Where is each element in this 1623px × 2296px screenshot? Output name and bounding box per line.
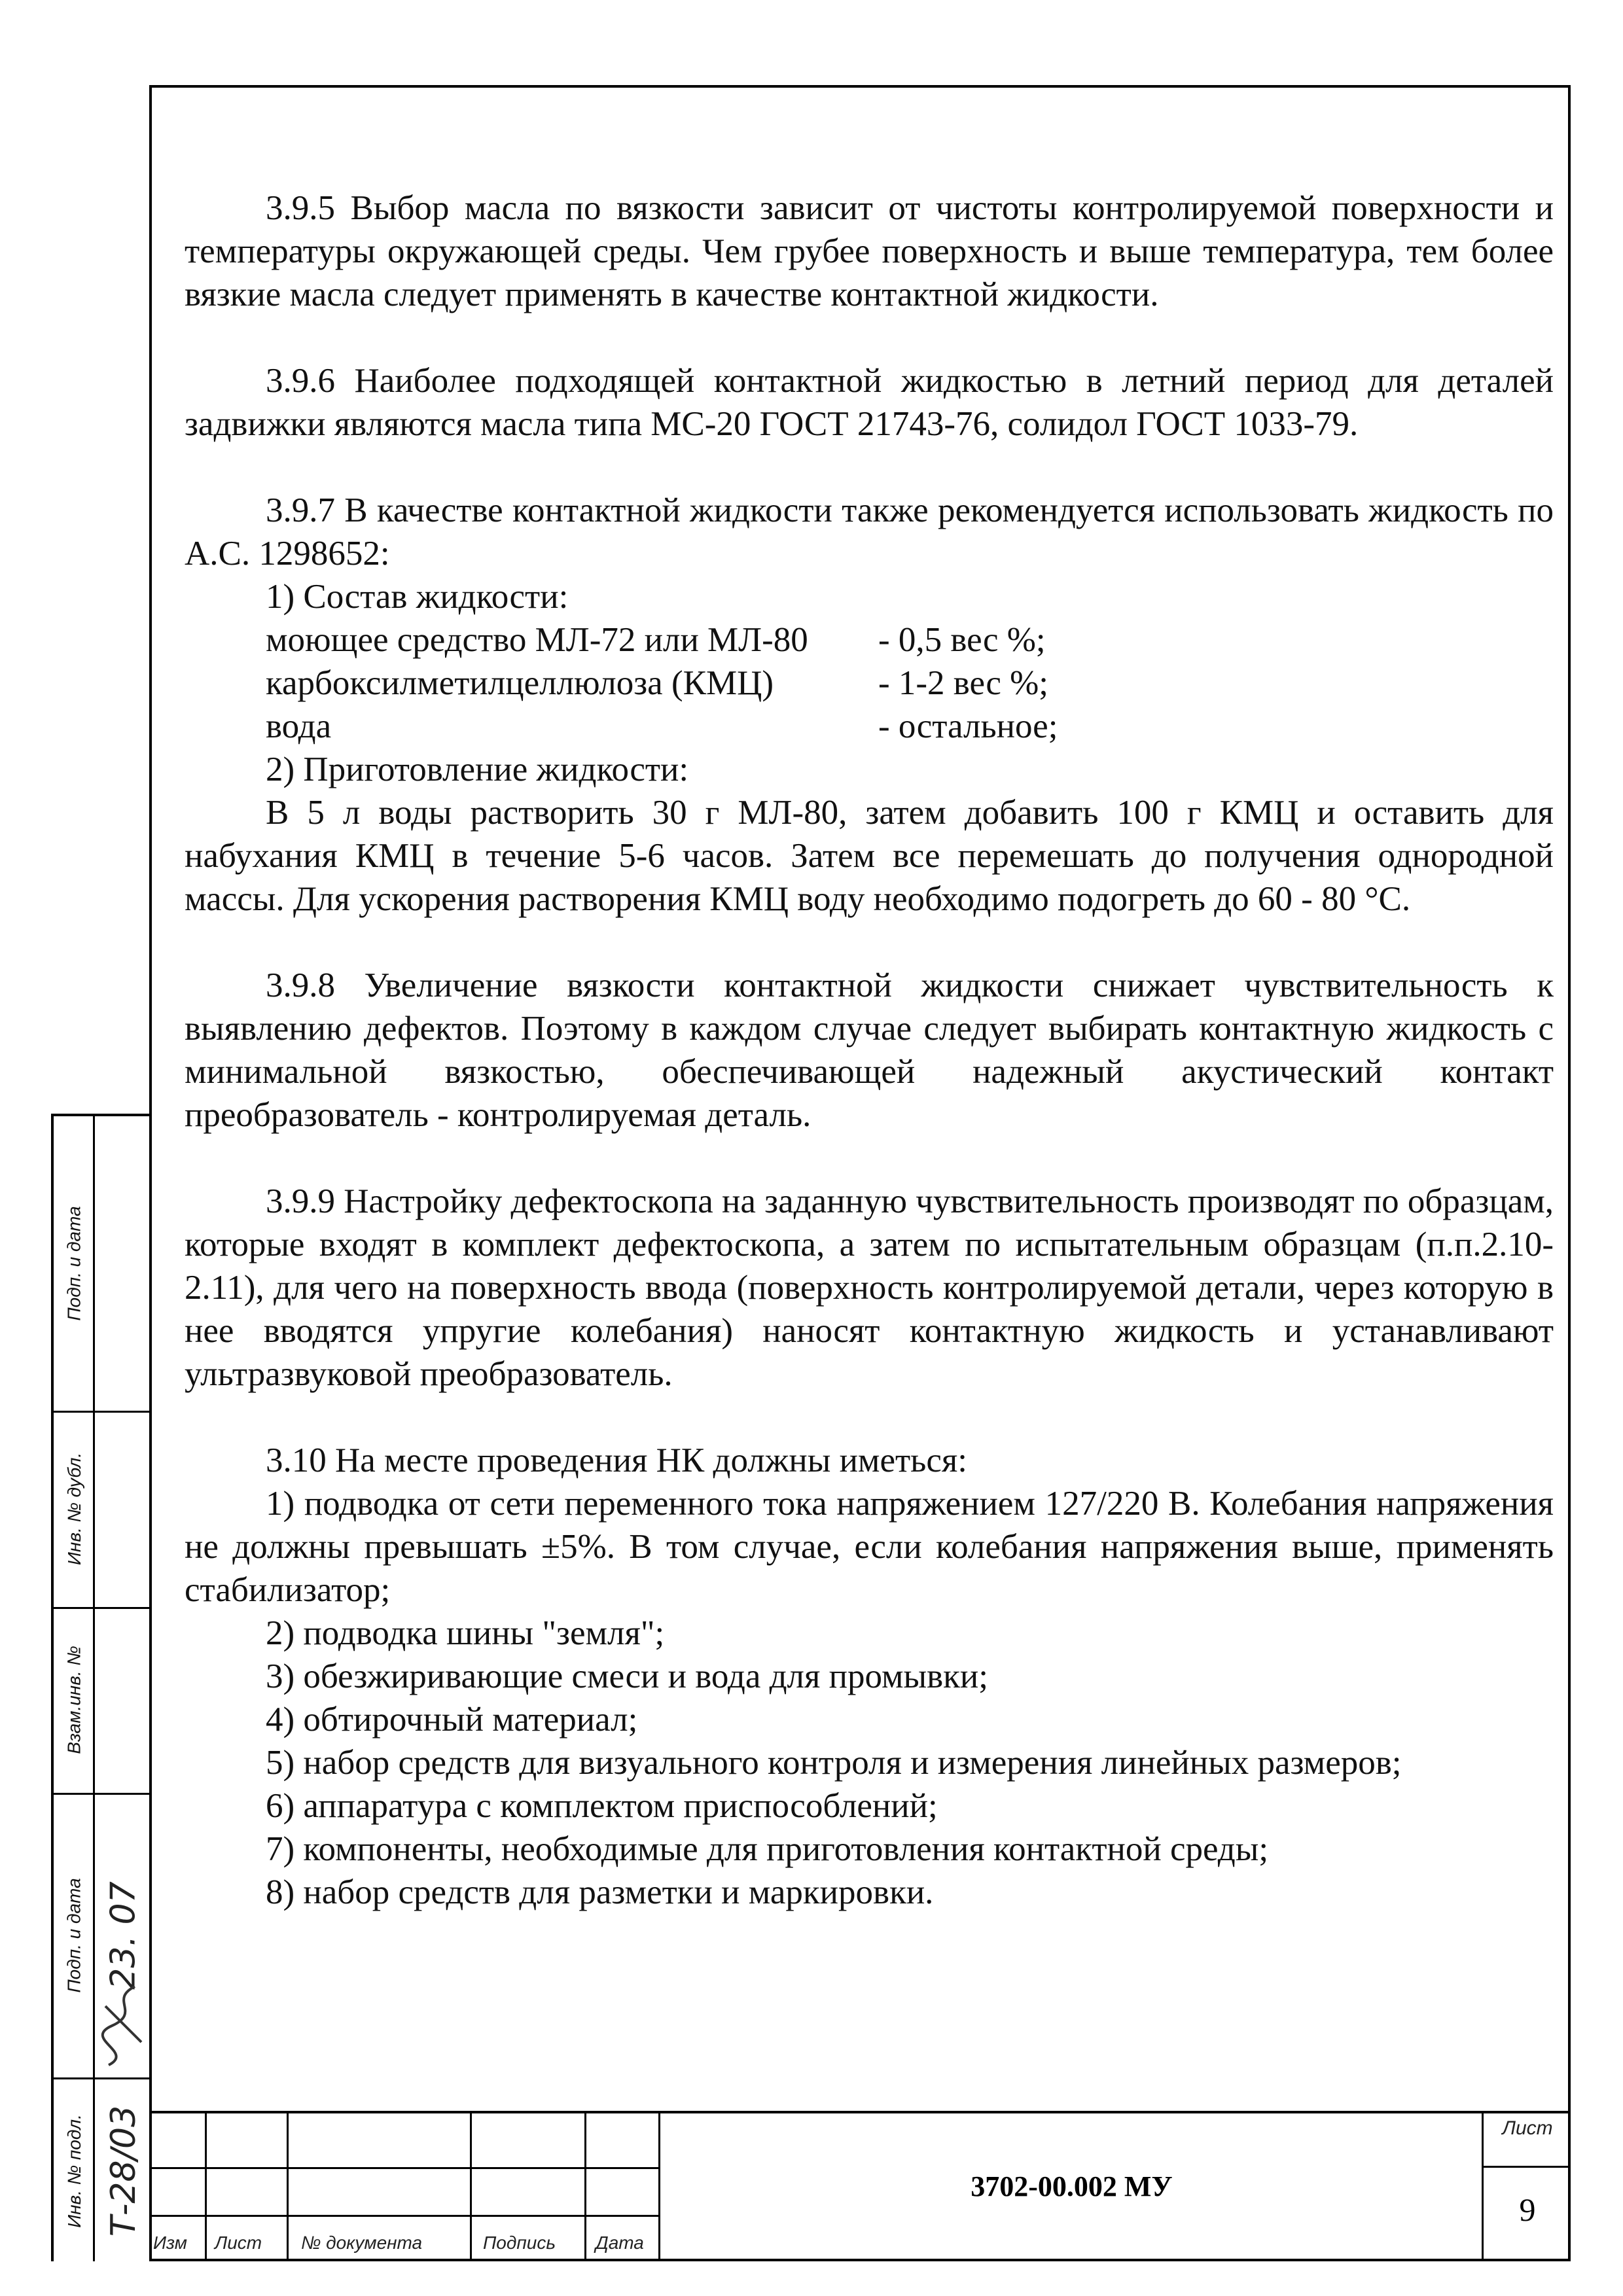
component-row <box>185 662 1554 705</box>
col-date: Дата <box>596 2233 644 2253</box>
paragraph: 3.9.5 Выбор масла по вязкости зависит от чистоты контролируемой поверхности и температуры окружающей среды. Чем грубее поверхность и выше температура, тем более вязкие масла следует применять в качестве контактной жидкости. <box>185 189 1554 313</box>
signature-icon <box>96 1980 151 2072</box>
col-list: Лист <box>215 2233 262 2253</box>
list-item: 6) аппаратура с комплектом приспособлений; <box>266 1787 938 1825</box>
paragraph: 3.9.9 Настройку дефектоскопа на заданную чувствительность производят по образцам, которые входят в комплект дефектоскопа, а затем по испытательным образцам (п.п.2.10-2.11), для чего на поверхность ввода (поверхность контролируемой детали, через которую в нее вводятся упругие колебания) наносят контактную жидкость и устанавливают ультразвуковой преобразователь. <box>185 1182 1554 1393</box>
document-code: 3702-00.002 МУ <box>971 2170 1173 2202</box>
col-izm: Изм <box>153 2233 187 2253</box>
paragraph-intro: 3.9.7 В качестве контактной жидкости также рекомендуется использовать жидкость по А.С. 1298652: <box>185 491 1554 573</box>
divider <box>149 2167 658 2169</box>
divider <box>470 2113 472 2261</box>
component-row <box>185 705 1554 748</box>
section-3-9-9 <box>185 1180 1554 1396</box>
document-body <box>185 186 1554 1957</box>
divider <box>287 2113 289 2261</box>
divider <box>93 1116 95 2261</box>
divider <box>584 2113 586 2261</box>
component-row <box>185 618 1554 662</box>
side-label-sign-date: Подп. и дата <box>64 1206 85 1321</box>
component-name: моющее средство МЛ-72 или МЛ-80 <box>266 621 808 659</box>
list-item: 4) обтирочный материал; <box>266 1701 638 1739</box>
side-stamp <box>51 1114 149 2261</box>
divider <box>149 2215 658 2217</box>
handwritten-date: 23. 07 <box>104 1881 143 1990</box>
list-item: 5) набор средств для визуального контроля и измерения линейных размеров; <box>266 1744 1402 1782</box>
preparation-text: В 5 л воды растворить 30 г МЛ-80, затем добавить 100 г КМЦ и оставить для набухания КМЦ в течение 5-6 часов. Затем все перемешать до получения однородной массы. Для ускорения растворения КМЦ воду необходимо подогреть до 60 - 80 °С. <box>185 794 1554 918</box>
col-doc: № документа <box>301 2233 423 2253</box>
component-value: - 0,5 вес %; <box>878 621 1046 659</box>
component-value: - 1-2 вес %; <box>878 664 1049 702</box>
sheet-label: Лист <box>1502 2117 1553 2139</box>
paragraph-intro: 3.10 На месте проведения НК должны иметься: <box>266 1441 967 1479</box>
composition-title: 1) Состав жидкости: <box>266 578 569 616</box>
col-sign: Подпись <box>483 2233 556 2253</box>
component-name: карбоксилметилцеллюлоза (КМЦ) <box>266 664 774 702</box>
section-3-9-6 <box>185 359 1554 446</box>
section-3-9-7 <box>185 489 1554 921</box>
section-3-9-5 <box>185 186 1554 316</box>
paragraph: 3.9.8 Увеличение вязкости контактной жидкости снижает чувствительность к выявлению дефектов. Поэтому в каждом случае следует выбирать контактную жидкость с минимальной вязкостью, обеспечивающей надежный акустический контакт преобразователь - контролируемая деталь. <box>185 966 1554 1134</box>
list-item: 1) подводка от сети переменного тока напряжением 127/220 В. Колебания напряжения не должны превышать ±5%. В том случае, если колебания напряжения выше, применять стабилизатор; <box>185 1485 1554 1609</box>
preparation-title: 2) Приготовление жидкости: <box>266 751 689 788</box>
section-3-9-8 <box>185 964 1554 1137</box>
sheet-number: 9 <box>1519 2191 1536 2228</box>
list-item: 3) обезжиривающие смеси и вода для промывки; <box>266 1657 988 1695</box>
list-item: 7) компоненты, необходимые для приготовления контактной среды; <box>266 1830 1269 1868</box>
side-label-dup-inv: Инв. № дубл. <box>64 1452 85 1566</box>
side-label-replace-inv: Взам.инв. № <box>64 1646 84 1754</box>
side-label-orig-inv: Инв. № подл. <box>64 2113 84 2228</box>
section-3-10 <box>185 1439 1554 1914</box>
divider <box>658 2113 660 2261</box>
component-value: - остальное; <box>878 707 1058 745</box>
list-item: 8) набор средств для разметки и маркировки. <box>266 1873 934 1911</box>
handwritten-inv-number: Т-28/03 <box>104 2105 144 2236</box>
side-label-sign-date-2: Подп. и дата <box>64 1877 85 1993</box>
paragraph: 3.9.6 Наиболее подходящей контактной жидкостью в летний период для деталей задвижки являются масла типа МС-20 ГОСТ 21743-76, солидол ГОСТ 1033-79. <box>185 362 1554 443</box>
component-name: вода <box>266 707 332 745</box>
list-item: 2) подводка шины "земля"; <box>266 1614 665 1652</box>
divider <box>205 2113 207 2261</box>
